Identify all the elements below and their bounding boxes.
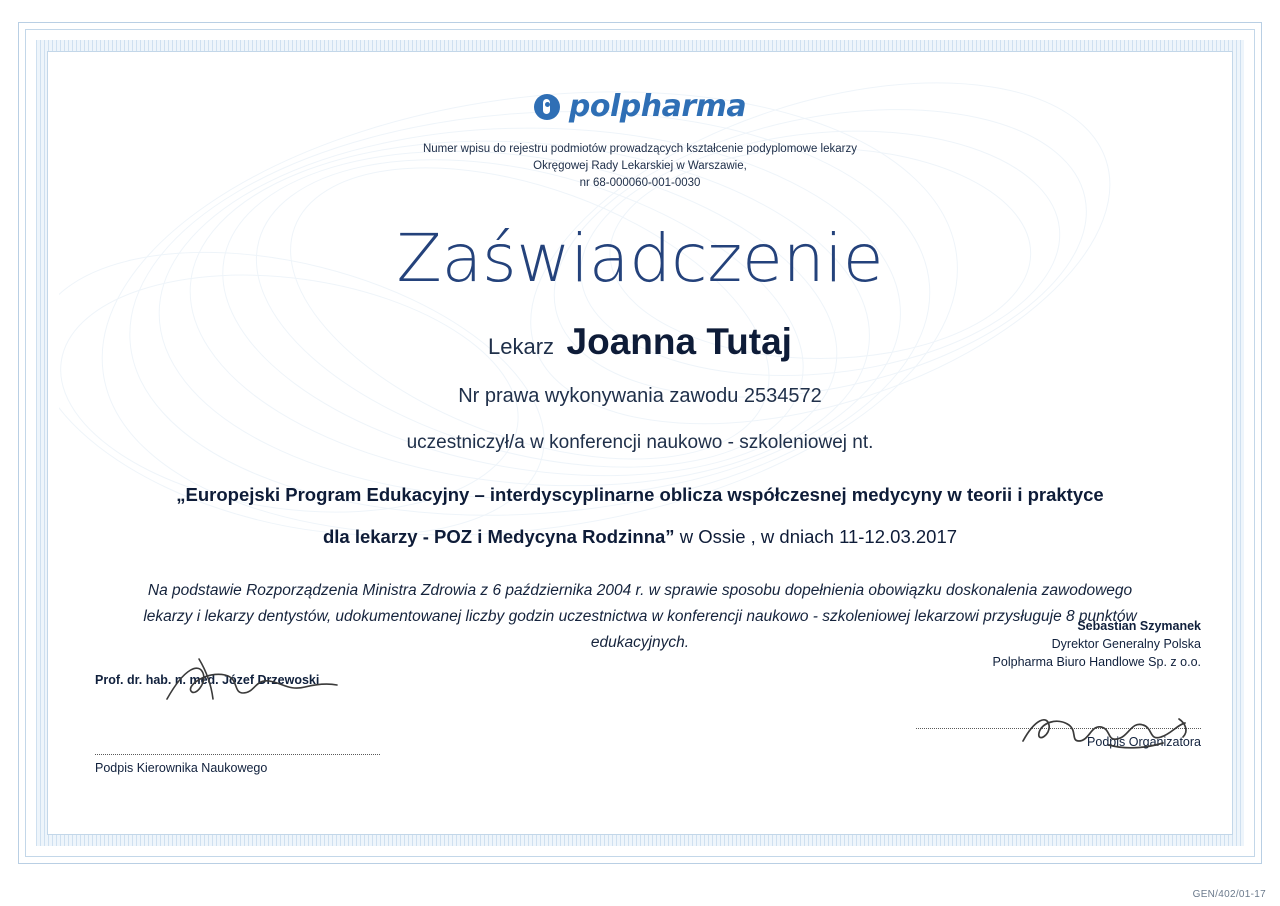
organizer-name: Sebastian Szymanek	[1077, 619, 1201, 633]
conference-title-line-2	[59, 526, 1221, 548]
certificate	[18, 22, 1262, 864]
conference-title-line-2-rest: w Ossie , w dniach 11-12.03.2017	[674, 525, 958, 547]
legal-note: Na podstawie Rozporządzenia Ministra Zdrowia z 6 października 2004 r. w sprawie sposobu dopełnienia obowiązku doskonalenia zawodowego lekarzy i lekarzy dentystów, udokumentowanej liczby godzin uczestnictwa w konferencji naukowo - szkoleniowej lekarzowi przysługuje 8 punktów edukacyjnych.	[143, 581, 1137, 651]
licence-number: Nr prawa wykonywania zawodu 2534572	[458, 384, 822, 407]
registry-line-1: Numer wpisu do rejestru podmiotów prowadzących kształcenie podyplomowe lekarzy	[422, 142, 857, 155]
organizer-signature-block	[821, 617, 1201, 749]
scientific-signature-caption: Podpis Kierownika Naukowego	[95, 761, 268, 775]
recipient-name: Joanna Tutaj	[566, 320, 792, 362]
brand-name: polpharma	[568, 89, 747, 124]
page-title: Zaświadczenie	[396, 219, 884, 297]
document-footer-code: GEN/402/01-17	[1192, 889, 1266, 900]
registry-line-2: Okręgowej Rady Lekarskiej w Warszawie,	[533, 159, 747, 172]
scientific-director-name: Prof. dr. hab. n. med. Józef Drzewoski	[95, 673, 320, 687]
participation-statement: uczestniczył/a w konferencji naukowo - szkoleniowej nt.	[406, 431, 874, 453]
organizer-signature-caption: Podpis Organizatora	[1087, 735, 1201, 749]
registry-block	[59, 141, 1221, 192]
recipient-prefix: Lekarz	[488, 333, 555, 359]
organizer-signature-line	[916, 727, 1201, 729]
organizer-role: Dyrektor Generalny Polska	[1051, 637, 1201, 651]
signature-area	[59, 617, 1221, 807]
scientific-signature-line	[95, 753, 380, 755]
conference-title-line-2-bold: dla lekarzy - POZ i Medycyna Rodzinna”	[322, 525, 675, 547]
recipient-block	[59, 321, 1221, 363]
registry-line-3: nr 68-000060-001-0030	[579, 176, 701, 189]
organizer-company: Polpharma Biuro Handlowe Sp. z o.o.	[992, 655, 1201, 669]
scientific-signature-block	[95, 673, 425, 775]
brand-logo	[59, 89, 1221, 125]
polpharma-droplet-icon	[534, 94, 560, 120]
certificate-content	[59, 63, 1221, 823]
conference-title-line-1: „Europejski Program Edukacyjny – interdyscyplinarne oblicza współczesnej medycyny w teorii i praktyce	[176, 483, 1104, 505]
